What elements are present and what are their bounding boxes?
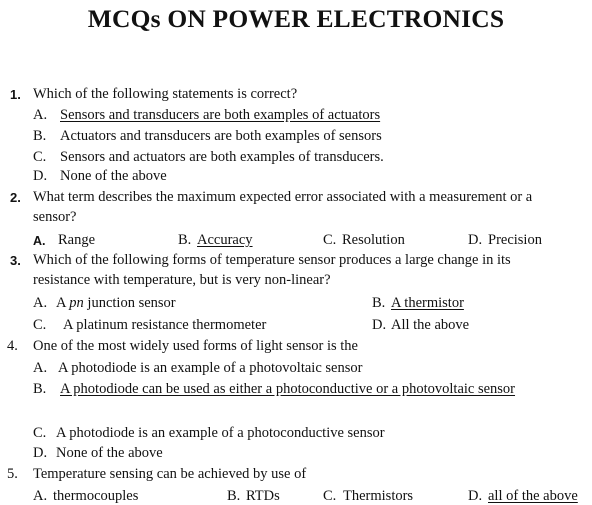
option-text: A pn junction sensor [56,295,176,311]
option-label: D. [468,488,483,504]
option-text: Precision [488,232,542,248]
question-text: Which of the following statements is correct? [33,86,298,102]
document-title: MCQs ON POWER ELECTRONICS [87,4,505,33]
option-text: thermocouples [53,488,139,504]
option-text-correct: A photodiode can be used as either a photoconductive or a photovoltaic sensor [60,381,516,397]
option-text: A platinum resistance thermometer [63,317,267,333]
option-label: C. [323,232,337,248]
question-text-line-1: Which of the following forms of temperature sensor produces a large change in its [33,252,511,268]
option-text: Thermistors [343,488,414,504]
option-label: B. [33,381,47,397]
option-label: D. [468,232,483,248]
option-text: Range [58,232,96,248]
option-label: A. [33,107,48,123]
option-label: B. [227,488,241,504]
option-text-correct: all of the above [488,488,578,504]
question-number: 4. [7,338,18,354]
option-label: B. [178,232,192,248]
question-number: 2. [10,190,21,205]
question-number: 5. [7,466,18,482]
option-text-correct: Accuracy [197,232,253,248]
option-text-correct: Sensors and transducers are both examples of actuators [60,107,381,123]
option-label: D. [372,317,387,333]
question-text-line-2: sensor? [33,209,77,225]
option-label: D. [33,445,48,461]
question-text-line-1: What term describes the maximum expected error associated with a measurement or a [33,189,533,205]
question-number: 3. [10,253,21,268]
option-label: B. [33,128,47,144]
option-text: All the above [391,317,470,333]
option-label: C. [33,317,47,333]
option-text: None of the above [56,445,163,461]
option-label: A. [33,234,46,248]
option-label: C. [323,488,337,504]
question-number: 1. [10,87,21,102]
option-text: Sensors and actuators are both examples of transducers. [60,149,384,165]
option-text: Actuators and transducers are both examples of sensors [60,128,382,144]
option-label: A. [33,360,48,376]
option-text: A photodiode is an example of a photoconductive sensor [56,425,385,441]
option-label: B. [372,295,386,311]
option-text: None of the above [60,168,167,184]
question-text: One of the most widely used forms of light sensor is the [33,338,358,354]
option-label: C. [33,149,47,165]
option-text: A photodiode is an example of a photovoltaic sensor [58,360,363,376]
option-text: Resolution [342,232,405,248]
option-text: RTDs [246,488,280,504]
option-label: C. [33,425,47,441]
option-label: D. [33,168,48,184]
question-text: Temperature sensing can be achieved by use of [33,466,307,482]
question-text-line-2: resistance with temperature, but is very non-linear? [33,272,331,288]
option-text-correct: A thermistor [391,295,464,311]
option-label: A. [33,295,48,311]
option-label: A. [33,488,48,504]
